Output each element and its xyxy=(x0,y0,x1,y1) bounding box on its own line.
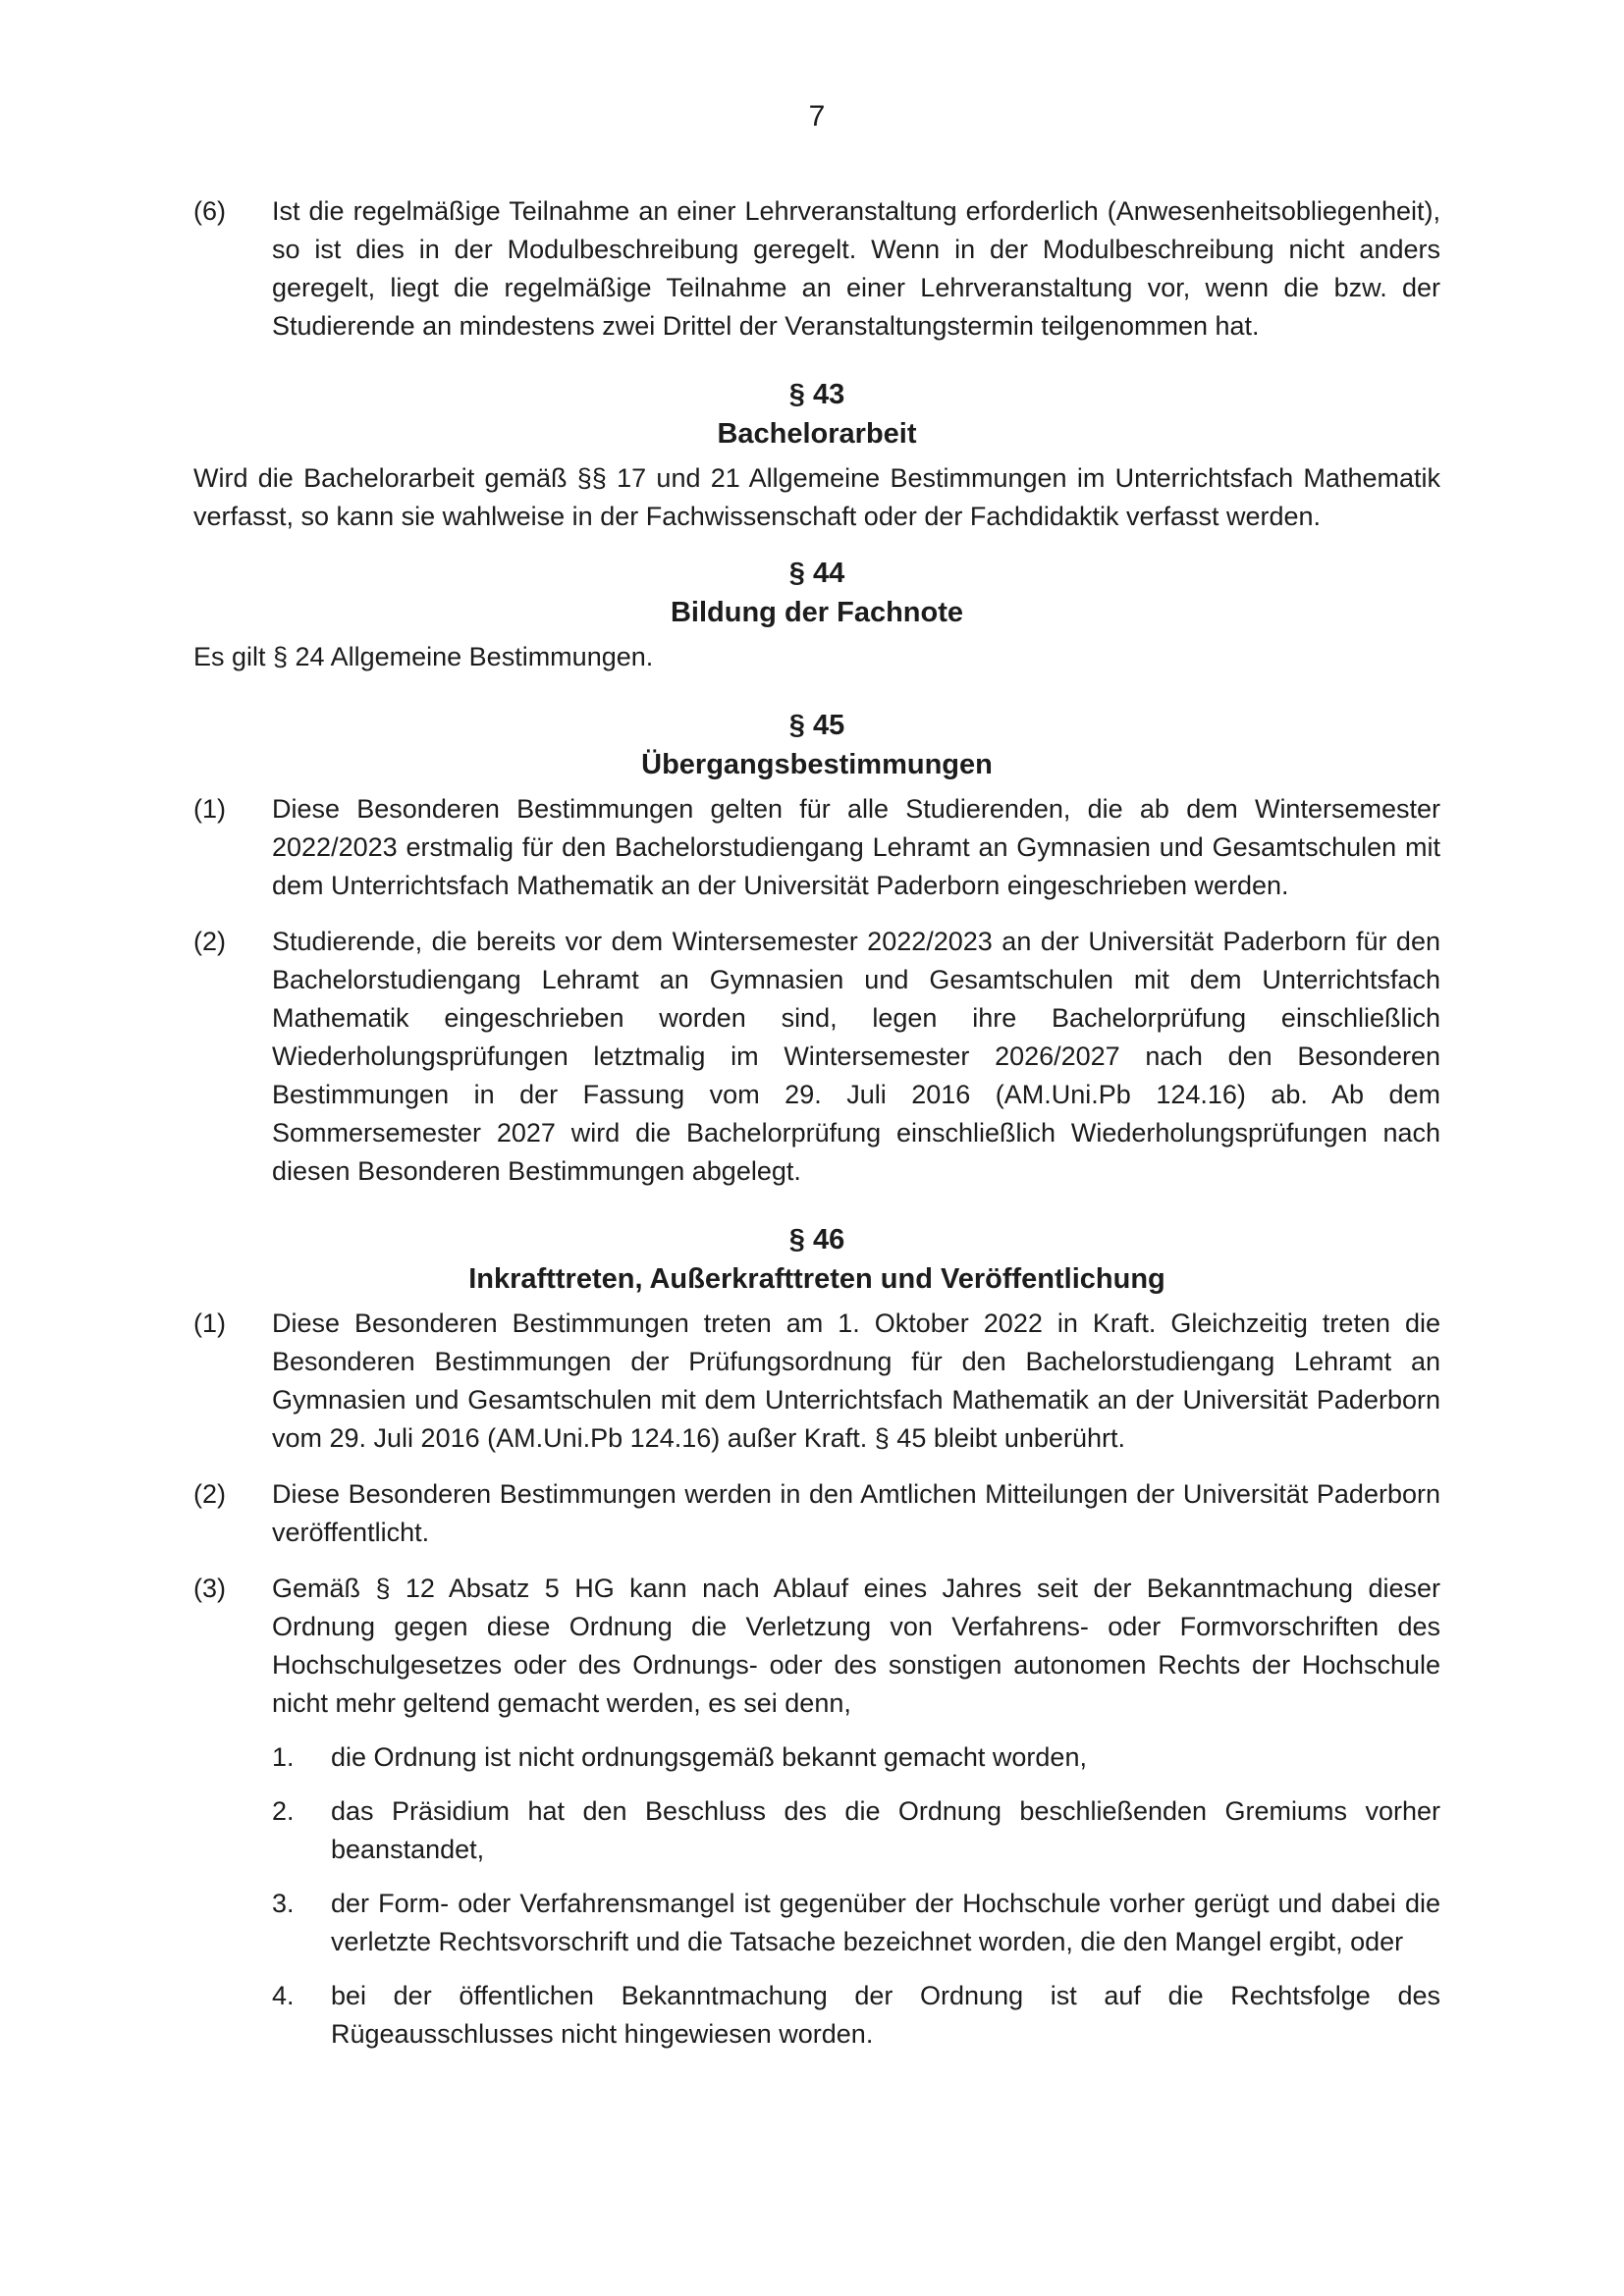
list-item-text: der Form- oder Verfahrensmangel ist gegenüber der Hochschule vorher gerügt und dabei die verletzte Rechtsvorschrift und die Tatsache bezeichnet worden, die den Mangel ergibt, oder xyxy=(331,1889,1440,1956)
paragraph-text: Studierende, die bereits vor dem Wintersemester 2022/2023 an der Universität Paderborn für den Bachelorstudiengang Lehramt an Gymnasien und Gesamtschulen mit dem Unterrichtsfach Mathematik eingeschrieben worden sind, legen ihre Bachelorprüfung einschließlich Wiederholungsprüfungen letztmalig im Wintersemester 2026/2027 nach den Besonderen Bestimmungen in der Fassung vom 29. Juli 2016 (AM.Uni.Pb 124.16) ab. Ab dem Sommersemester 2027 wird die Bachelorprüfung einschließlich Wiederholungsprüfungen nach diesen Besonderen Bestimmungen abgelegt. xyxy=(272,927,1440,1186)
list-item-4 xyxy=(272,1977,1440,2054)
paragraph-text: Gemäß § 12 Absatz 5 HG kann nach Ablauf eines Jahres seit der Bekanntmachung dieser Ordnung gegen diese Ordnung die Verletzung von Verfahrens- oder Formvorschriften des Hochschulgesetzes oder des Ordnungs- oder des sonstigen autonomen Rechts der Hochschule nicht mehr geltend gemacht werden, es sei denn, xyxy=(272,1574,1440,1718)
section-number: § 44 xyxy=(788,558,845,589)
section-46-paragraph-3 xyxy=(193,1570,1440,2069)
paragraph-text: Ist die regelmäßige Teilnahme an einer Lehrveranstaltung erforderlich (Anwesenheitsobliegenheit), so ist dies in der Modulbeschreibung geregelt. Wenn in der Modulbeschreibung nicht anders geregelt, liegt die regelmäßige Teilnahme an einer Lehrveranstaltung vor, wenn die bzw. der Studierende an mindestens zwei Drittel der Veranstaltungstermin teilgenommen hat. xyxy=(272,196,1440,341)
section-46-paragraph-1 xyxy=(193,1305,1440,1458)
section-44-heading xyxy=(193,554,1440,632)
paragraph-number: (2) xyxy=(193,927,226,956)
section-43-text: Wird die Bachelorarbeit gemäß §§ 17 und 21 Allgemeine Bestimmungen im Unterrichtsfach Mathematik verfasst, so kann sie wahlweise in der Fachwissenschaft oder der Fachdidaktik verfasst werden. xyxy=(193,463,1440,531)
list-item-number: 2. xyxy=(272,1796,295,1826)
paragraph-text: Diese Besonderen Bestimmungen treten am 1. Oktober 2022 in Kraft. Gleichzeitig treten die Besonderen Bestimmungen der Prüfungsordnung für den Bachelorstudiengang Lehramt an Gymnasien und Gesamtschulen mit dem Unterrichtsfach Mathematik an der Universität Paderborn vom 29. Juli 2016 (AM.Uni.Pb 124.16) außer Kraft. § 45 bleibt unberührt. xyxy=(272,1308,1440,1453)
document-body xyxy=(193,192,1440,2087)
paragraph-text: Diese Besonderen Bestimmungen werden in den Amtlichen Mitteilungen der Universität Paderborn veröffentlicht. xyxy=(272,1479,1440,1547)
section-title: Bachelorarbeit xyxy=(717,418,917,450)
section-44-text: Es gilt § 24 Allgemeine Bestimmungen. xyxy=(193,642,654,671)
list-item-number: 4. xyxy=(272,1981,295,2010)
section-45-paragraph-1 xyxy=(193,790,1440,905)
section-title: Übergangsbestimmungen xyxy=(641,749,993,780)
list-item-number: 1. xyxy=(272,1742,295,1772)
section-number: § 45 xyxy=(788,710,845,741)
section-46-heading xyxy=(193,1220,1440,1299)
list-item-text: die Ordnung ist nicht ordnungsgemäß bekannt gemacht worden, xyxy=(331,1742,1087,1772)
paragraph-number: (1) xyxy=(193,1308,226,1338)
list-item-text: bei der öffentlichen Bekanntmachung der Ordnung ist auf die Rechtsfolge des Rügeausschlusses nicht hingewiesen worden. xyxy=(331,1981,1440,2049)
section-43-heading xyxy=(193,375,1440,454)
page-number: 7 xyxy=(808,100,826,133)
list-item-1 xyxy=(272,1738,1440,1777)
list-item-text: das Präsidium hat den Beschluss des die Ordnung beschließenden Gremiums vorher beanstandet, xyxy=(331,1796,1440,1864)
paragraph-number: (2) xyxy=(193,1479,226,1509)
section-46-paragraph-2 xyxy=(193,1475,1440,1552)
list-item-number: 3. xyxy=(272,1889,295,1918)
paragraph-text: Diese Besonderen Bestimmungen gelten für alle Studierenden, die ab dem Wintersemester 2022/2023 erstmalig für den Bachelorstudiengang Lehramt an Gymnasien und Gesamtschulen mit dem Unterrichtsfach Mathematik an der Universität Paderborn eingeschrieben werden. xyxy=(272,794,1440,900)
section-title: Inkrafttreten, Außerkrafttreten und Veröffentlichung xyxy=(468,1263,1165,1295)
section-45-heading xyxy=(193,706,1440,784)
paragraph-3-body xyxy=(272,1570,1440,2069)
paragraph-number: (3) xyxy=(193,1574,226,1603)
numbered-list xyxy=(272,1738,1440,2054)
paragraph-6 xyxy=(193,192,1440,346)
list-item-2 xyxy=(272,1792,1440,1869)
section-number: § 43 xyxy=(788,379,845,410)
section-number: § 46 xyxy=(788,1224,845,1255)
paragraph-number: (1) xyxy=(193,794,226,824)
section-title: Bildung der Fachnote xyxy=(670,597,964,628)
paragraph-number: (6) xyxy=(193,196,226,226)
list-item-3 xyxy=(272,1885,1440,1961)
document-page xyxy=(193,0,1440,2296)
section-45-paragraph-2 xyxy=(193,923,1440,1191)
